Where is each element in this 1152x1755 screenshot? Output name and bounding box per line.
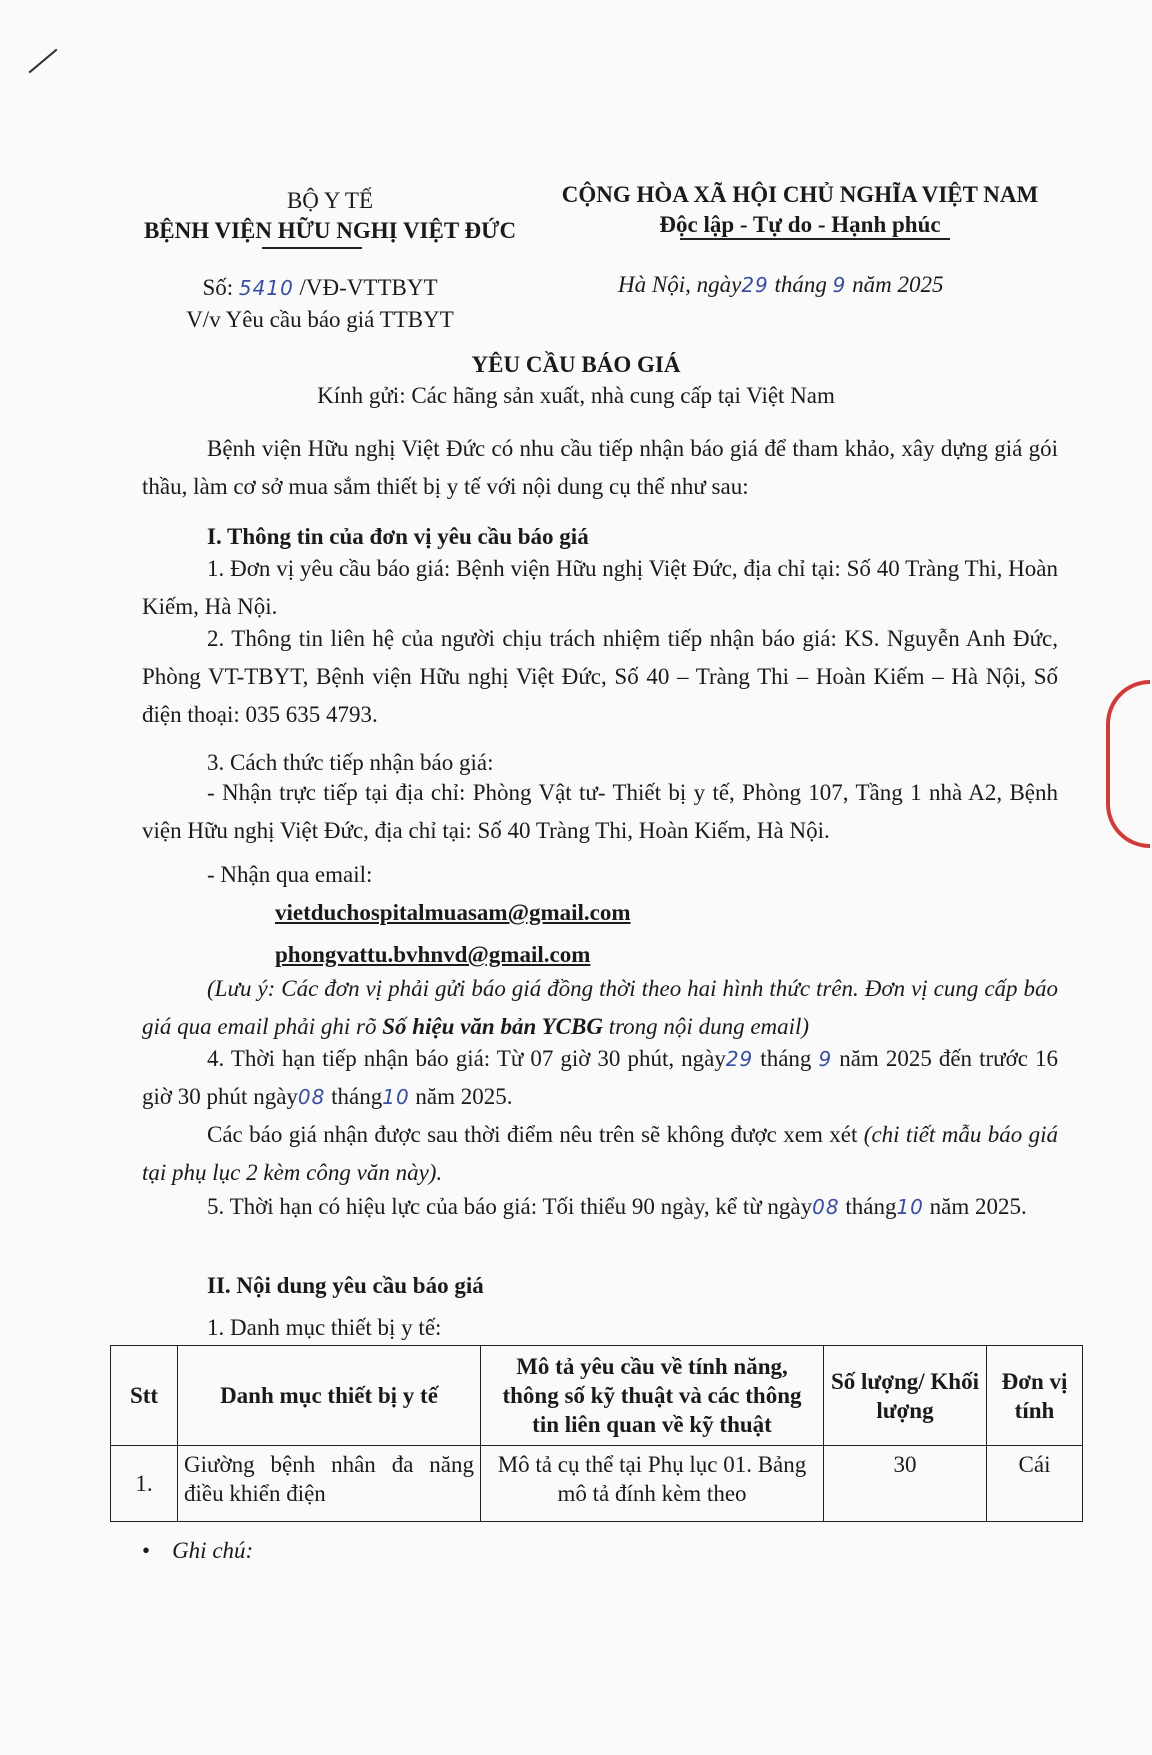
late-submission-note [142, 1116, 1058, 1192]
section-2-heading: II. Nội dung yêu cầu báo giá [207, 1273, 484, 1298]
handwritten-number: 5410 [238, 276, 294, 300]
text: Các báo giá nhận được sau thời điểm nêu trên sẽ không được xem xét [207, 1122, 864, 1147]
email-link-2[interactable]: phongvattu.bvhnvd@gmail.com [275, 942, 591, 967]
header-item: Danh mục thiết bị y tế [178, 1346, 481, 1446]
table-header-row [111, 1346, 1083, 1446]
number-label: Số: [202, 275, 234, 300]
text: 4. Thời hạn tiếp nhận báo giá: Từ 07 giờ 30 phút, ngày [207, 1046, 726, 1071]
note-bold: Số hiệu văn bản YCBG [382, 1014, 603, 1039]
handwritten-day: 29 [725, 1047, 754, 1071]
submission-note [142, 970, 1058, 1046]
pen-mark [29, 49, 58, 74]
text: tháng [839, 1194, 897, 1219]
text: năm 2025. [923, 1194, 1027, 1219]
document-title: YÊU CẦU BÁO GIÁ [471, 352, 681, 377]
cell-quantity: 30 [824, 1446, 987, 1522]
document-number-block [160, 272, 480, 335]
note-text-end: trong nội dung email) [602, 1014, 810, 1039]
cell-stt: 1. [111, 1446, 178, 1522]
note-text: (Lưu ý: Các đơn vị phải gửi báo giá đồng thời theo hai hình thức trên. Đơn vị cung cấp báo giá qua email phải ghi rõ [142, 976, 1058, 1039]
cell-description: Mô tả cụ thể tại Phụ lục 01. Bảng mô tả đính kèm theo [481, 1446, 824, 1522]
date-line [618, 272, 944, 298]
email-link-1[interactable]: vietduchospitalmuasam@gmail.com [275, 900, 631, 925]
header-unit: Đơn vị tính [987, 1346, 1083, 1446]
red-stamp [1106, 680, 1150, 848]
date-prefix: Hà Nội, ngày [618, 272, 742, 297]
handwritten-day: 29 [741, 273, 769, 297]
intro-paragraph: Bệnh viện Hữu nghị Việt Đức có nhu cầu tiếp nhận báo giá để tham khảo, xây dựng giá gói thầu, làm cơ sở mua sắm thiết bị y tế với nội dung cụ thể như sau: [142, 436, 1058, 499]
recipient: Kính gửi: Các hãng sản xuất, nhà cung cấp tại Việt Nam [317, 383, 835, 408]
motto: Độc lập - Tự do - Hạnh phúc [659, 212, 941, 237]
month-label: tháng [774, 272, 827, 297]
email-delivery: - Nhận qua email: [207, 862, 373, 887]
italic-text: (chi tiết mẫu báo giá tại phụ lục 2 kèm công văn này). [142, 1122, 1058, 1185]
text: tháng [325, 1084, 383, 1109]
section-2-sub-1: 1. Danh mục thiết bị y tế: [207, 1315, 442, 1340]
section-1-item-2: 2. Thông tin liên hệ của người chịu trách nhiệm tiếp nhận báo giá: KS. Nguyễn Anh Đức, Phòng VT-TBYT, Bệnh viện Hữu nghị Việt Đức, Số 40 – Tràng Thi – Hoàn Kiếm – Hà Nội, Số điện thoại: 035 635 4793. [142, 626, 1058, 727]
ministry-name: BỘ Y TẾ [286, 188, 374, 213]
section-1-item-1: 1. Đơn vị yêu cầu báo giá: Bệnh viện Hữu nghị Việt Đức, địa chỉ tại: Số 40 Tràng Thi, Hoàn Kiếm, Hà Nội. [142, 556, 1058, 619]
handwritten-month: 9 [832, 273, 847, 297]
section-1-heading: I. Thông tin của đơn vị yêu cầu báo giá [207, 524, 589, 549]
section-1-item-3: 3. Cách thức tiếp nhận báo giá: [207, 750, 494, 775]
equipment-table [110, 1345, 1083, 1522]
text: năm 2025 đến trước 16 giờ 30 phút ngày [142, 1046, 1058, 1109]
nation-name: CỘNG HÒA XÃ HỘI CHỦ NGHĨA VIỆT NAM [561, 182, 1039, 207]
section-1-item-4 [142, 1040, 1058, 1116]
cell-item: Giường bệnh nhân đa năng điều khiển điện [178, 1446, 481, 1522]
table-row [111, 1446, 1083, 1522]
handwritten-day: 08 [812, 1195, 840, 1219]
text: 5. Thời hạn có hiệu lực của báo giá: Tối thiểu 90 ngày, kể từ ngày [207, 1194, 813, 1219]
note-item [142, 1538, 253, 1564]
handwritten-month: 10 [382, 1085, 410, 1109]
divider [680, 238, 950, 240]
section-1-item-5 [142, 1188, 1058, 1226]
handwritten-day: 08 [297, 1085, 326, 1109]
issuer-block [100, 186, 560, 246]
divider [262, 247, 362, 249]
note-label: Ghi chú: [172, 1538, 254, 1563]
header-quantity: Số lượng/ Khối lượng [824, 1346, 987, 1446]
subject: V/v Yêu cầu báo giá TTBYT [186, 307, 454, 332]
hospital-name: BỆNH VIỆN HỮU NGHỊ VIỆT ĐỨC [143, 218, 517, 243]
text: tháng [753, 1046, 819, 1071]
number-suffix: /VĐ-VTTBYT [299, 275, 438, 300]
national-header [540, 180, 1060, 240]
header-stt: Stt [111, 1346, 178, 1446]
year-label: năm 2025 [852, 272, 944, 297]
cell-unit: Cái [987, 1446, 1083, 1522]
direct-delivery: - Nhận trực tiếp tại địa chỉ: Phòng Vật tư- Thiết bị y tế, Phòng 107, Tầng 1 nhà A2, Bệnh viện Hữu nghị Việt Đức, địa chỉ tại: Số 40 Tràng Thi, Hoàn Kiếm, Hà Nội. [142, 780, 1058, 843]
text: năm 2025. [409, 1084, 513, 1109]
bullet-icon: • [142, 1538, 151, 1563]
header-description: Mô tả yêu cầu về tính năng, thông số kỹ thuật và các thông tin liên quan về kỹ thuật [481, 1346, 824, 1446]
handwritten-month: 9 [818, 1047, 833, 1071]
handwritten-month: 10 [896, 1195, 924, 1219]
